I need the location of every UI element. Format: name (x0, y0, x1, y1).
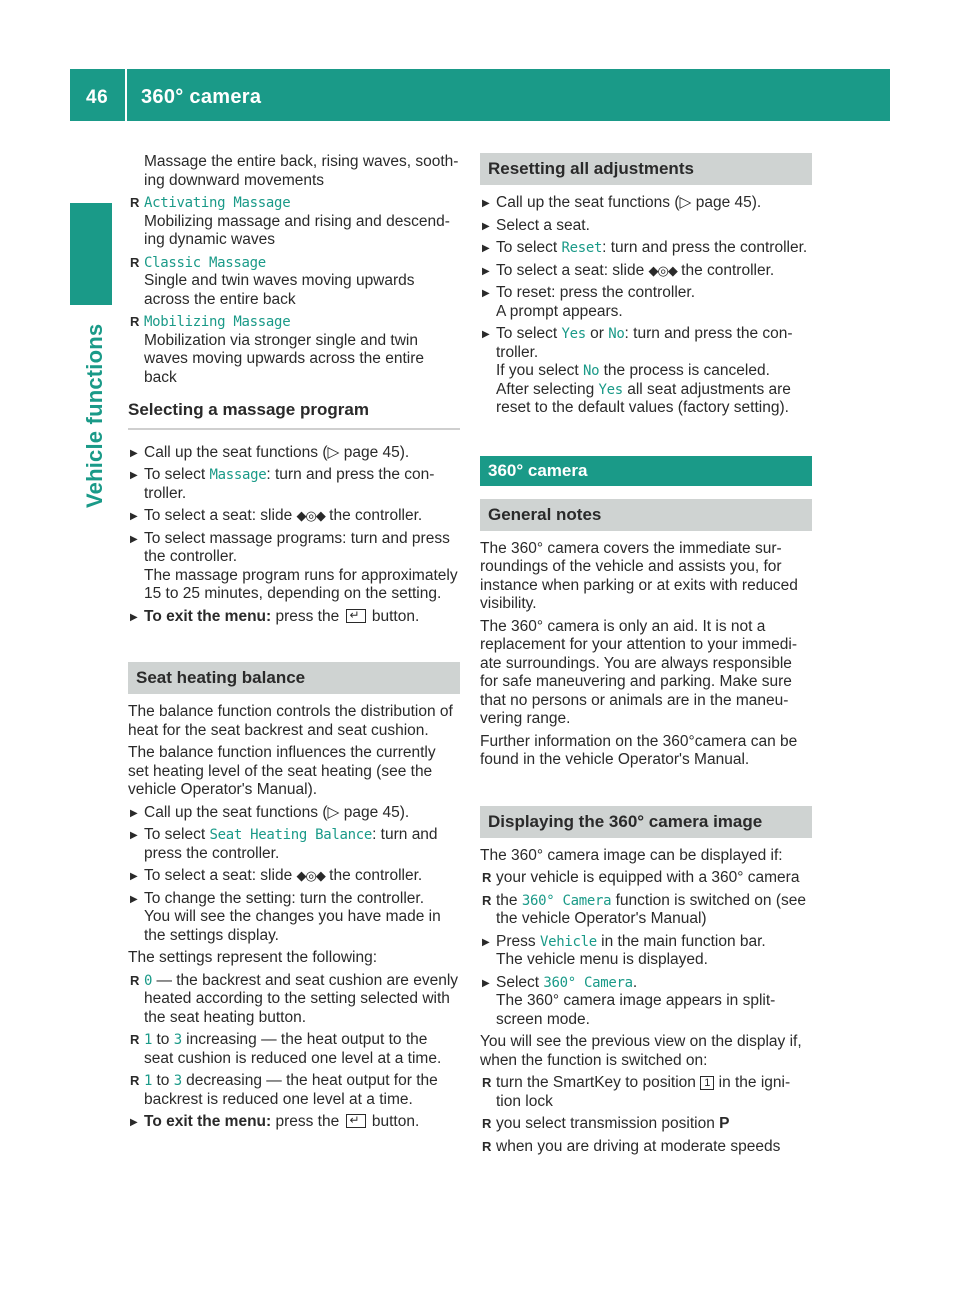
list-item (128, 194, 460, 250)
menu-option-classic-massage: Classic Massage (144, 254, 266, 271)
section-heading-displaying-camera-image: Displaying the 360° camera image (480, 806, 812, 838)
instruction-step (128, 867, 460, 886)
step-text: : turn and press the con-troller. (496, 325, 793, 361)
step-text: : turn and press the controller. (602, 239, 808, 256)
step-note: If you select (496, 362, 584, 379)
controller-slide-icon: ◆◎◆ (296, 508, 325, 523)
instruction-step (480, 325, 812, 418)
instruction-step (480, 933, 812, 970)
instruction-step (480, 239, 812, 258)
instruction-step (128, 444, 460, 463)
step-text: To select (496, 325, 562, 342)
instruction-step (128, 507, 460, 526)
section-heading-general-notes: General notes (480, 499, 812, 531)
setting-text: increasing — the heat output to the seat cushion is reduced one level at a time. (144, 1031, 442, 1067)
step-text: Press (496, 932, 540, 950)
section-heading-resetting: Resetting all adjustments (480, 153, 812, 185)
list-item (480, 1138, 812, 1157)
list-item (128, 972, 460, 1028)
setting-value: 0 (144, 972, 153, 989)
paragraph: You will see the previous view on the display if, when the function is switched on: (480, 1033, 802, 1069)
step-text: To select (144, 466, 210, 483)
bullet-text: you select transmission position (496, 1115, 720, 1132)
setting-value: 1 (144, 1032, 153, 1048)
paragraph: The settings represent the following: (128, 949, 377, 966)
step-note: the process is canceled. (599, 362, 770, 379)
step-text: Select a seat. (496, 216, 590, 234)
instruction-step (128, 466, 460, 503)
option-description: Mobilization via stronger single and twin waves moving upwards across the entire back (144, 331, 424, 386)
controller-slide-icon: ◆◎◆ (648, 262, 677, 278)
instruction-step (128, 1113, 460, 1132)
step-text: . (632, 973, 638, 991)
setting-value: 1 (144, 1073, 153, 1089)
step-text: button. (367, 607, 420, 625)
instruction-step (128, 890, 460, 946)
paragraph: Further information on the 360°camera can be found in the vehicle Operator's Manual. (480, 732, 798, 768)
setting-text: — the backrest and seat cushion are evenly heated according to the setting selected with the seat heating button. (144, 971, 459, 1026)
menu-option-massage: Massage (209, 467, 267, 483)
step-text: To select a seat: slide (144, 507, 297, 524)
list-item (480, 1115, 812, 1134)
instruction-step (128, 530, 460, 604)
side-tab-marker (70, 203, 112, 305)
back-button-icon (346, 609, 366, 623)
instruction-step (480, 217, 812, 236)
right-column (480, 153, 812, 1160)
step-note: The massage program runs for approximately 15 to 25 minutes, depending on the setting. (144, 566, 458, 602)
setting-text: to (152, 1031, 174, 1048)
menu-option-seat-heating-balance: Seat Heating Balance (209, 827, 373, 843)
option-description: Single and twin waves moving upwards across the entire back (144, 272, 415, 308)
instruction-step (128, 804, 460, 823)
paragraph: The balance function controls the distribution of heat for the seat backrest and seat cushion. (128, 703, 453, 739)
massage-intro-text: Massage the entire back, rising waves, sooth-ing downward movements (144, 153, 459, 189)
step-text: Call up the seat functions (▷ page 45). (144, 803, 410, 821)
step-note: A prompt appears. (496, 302, 623, 320)
menu-option-360-camera: 360° Camera (543, 974, 633, 991)
back-button-icon (346, 1114, 366, 1128)
step-note: After selecting (496, 380, 599, 398)
section-heading-massage-program: Selecting a massage program (128, 401, 460, 430)
step-note: The vehicle menu is displayed. (496, 951, 708, 968)
instruction-step (128, 608, 460, 627)
menu-option-360-camera: 360° Camera (521, 892, 612, 909)
instruction-step (480, 974, 812, 1030)
paragraph: The 360° camera covers the immediate sur-roundings of the vehicle and assists you, for instance when parking or at exits with reduced visibility. (480, 539, 798, 612)
header-divider (125, 69, 127, 121)
paragraph: The 360° camera is only an aid. It is not a replacement for your attention to your immedi-ate surroundings. You are always responsible for safe maneuvering and parking. Make sure that no persons or animals are in the maneu-vering range. (480, 617, 798, 727)
list-item (128, 313, 460, 387)
step-text: To select a seat: slide (496, 261, 649, 279)
page-title: 360° camera (141, 86, 262, 108)
list-item (128, 1031, 460, 1068)
step-note: The 360° camera image appears in split-screen mode. (496, 992, 776, 1028)
paragraph: The 360° camera image can be displayed if: (480, 846, 783, 864)
instruction-step (128, 826, 460, 863)
menu-option-no: No (583, 363, 600, 379)
menu-option-yes: Yes (598, 381, 623, 398)
step-text: To select (496, 239, 562, 256)
step-text: To reset: press the controller. (496, 284, 696, 301)
side-tab-label: Vehicle functions (82, 323, 107, 508)
menu-option-activating-massage: Activating Massage (144, 195, 291, 211)
step-text: Select (496, 973, 544, 991)
step-note: all seat adjustments are reset to the default values (factory setting). (496, 380, 791, 416)
ignition-position-icon: 1 (700, 1076, 714, 1090)
step-text: the controller. (676, 261, 775, 279)
instruction-step (480, 284, 812, 321)
list-item (480, 892, 812, 929)
bullet-text: in the igni-tion lock (496, 1074, 791, 1110)
list-item (480, 869, 812, 888)
list-item (128, 1072, 460, 1109)
step-text: : turn and press the con-troller. (144, 466, 435, 502)
section-heading-seat-heating-balance: Seat heating balance (128, 662, 460, 694)
setting-value: 3 (173, 1073, 182, 1089)
setting-text: decreasing — the heat output for the backrest is reduced one level at a time. (144, 1072, 438, 1108)
step-text: Call up the seat functions (▷ page 45). (496, 194, 762, 211)
instruction-step (480, 194, 812, 213)
page-number: 46 (86, 87, 109, 108)
step-text: or (585, 325, 609, 342)
step-text: To select a seat: slide (144, 867, 297, 884)
bullet-text: function is switched on (see the vehicle Operator's Manual) (496, 891, 806, 927)
menu-option-no: No (608, 326, 625, 342)
step-text: To change the setting: turn the controller. (144, 889, 425, 907)
step-text: the controller. (324, 507, 423, 524)
step-text: press the (271, 607, 344, 625)
bullet-text: turn the SmartKey to position (496, 1074, 701, 1091)
step-note: You will see the changes you have made in the settings display. (144, 908, 441, 944)
step-text: the controller. (324, 867, 423, 884)
menu-option-mobilizing-massage: Mobilizing Massage (144, 314, 291, 330)
step-label: To exit the menu: (144, 607, 272, 625)
bullet-text: your vehicle is equipped with a 360° camera (496, 869, 800, 886)
step-text: in the main function bar. (596, 932, 766, 950)
transmission-position: P (719, 1115, 730, 1132)
menu-option-yes: Yes (561, 326, 586, 342)
setting-value: 3 (173, 1032, 182, 1048)
step-text: To select massage programs: turn and press the controller. (144, 529, 450, 565)
menu-option-reset: Reset (561, 240, 603, 256)
list-item (128, 254, 460, 310)
left-column (128, 153, 460, 1136)
step-text: press the (271, 1113, 344, 1130)
controller-slide-icon: ◆◎◆ (296, 868, 325, 883)
setting-text: to (152, 1072, 174, 1089)
list-item (480, 1074, 812, 1111)
step-text: button. (367, 1113, 420, 1130)
option-description: Mobilizing massage and rising and descend-ing dynamic waves (144, 212, 450, 248)
menu-option-vehicle: Vehicle (539, 933, 597, 950)
section-heading-360-camera: 360° camera (480, 456, 812, 486)
step-text: : turn and press the controller. (144, 826, 438, 862)
paragraph: The balance function influences the currently set heating level of the seat heating (see the vehicle Operator's Manual). (128, 744, 436, 798)
step-label: To exit the menu: (144, 1113, 272, 1130)
instruction-step (480, 262, 812, 281)
bullet-text: the (496, 891, 522, 909)
step-text: Call up the seat functions (▷ page 45). (144, 443, 410, 461)
step-text: To select (144, 826, 210, 843)
bullet-text: when you are driving at moderate speeds (496, 1137, 781, 1155)
